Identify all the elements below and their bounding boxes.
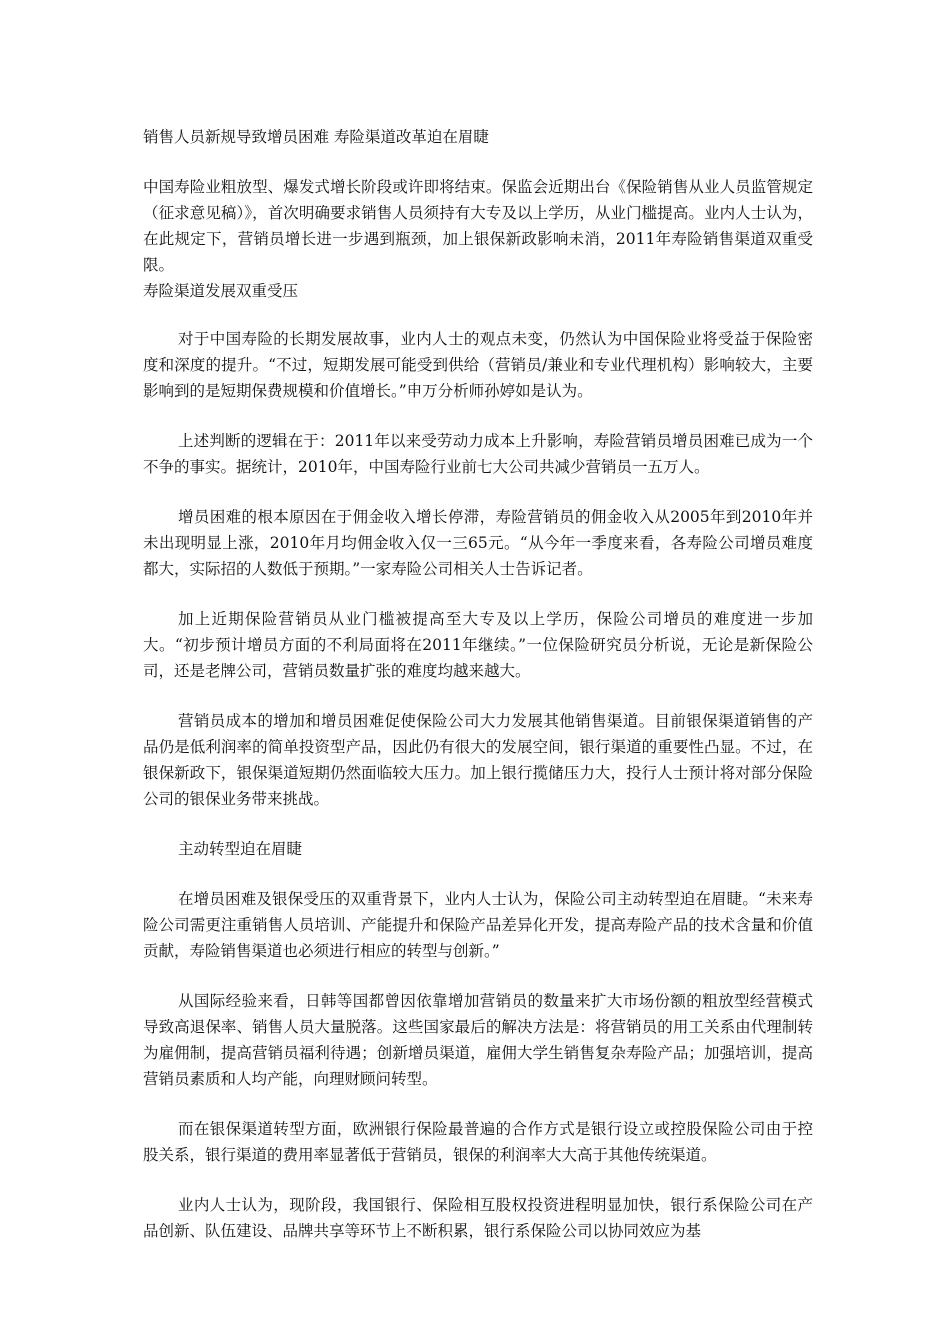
document-title: 销售人员新规导致增员困难 寿险渠道改革迫在眉睫: [143, 128, 489, 146]
paragraph-1: 对于中国寿险的长期发展故事，业内人士的观点未变，仍然认为中国保险业将受益于保险密度和深度的提升。“不过，短期发展可能受到供给（营销员/兼业和专业代理机构）影响较大，主要影响到的是短期保费规模和价值增长。”申万分析师孙婷如是认为。: [143, 330, 813, 400]
document-page: [143, 124, 813, 1268]
section-heading-transformation: 主动转型迫在眉睫: [178, 840, 303, 858]
section-heading-dual-pressure: 寿险渠道发展双重受压: [143, 282, 299, 300]
paragraph-7: 从国际经验来看，日韩等国都曾因依靠增加营销员的数量来扩大市场份额的粗放型经营模式导致高退保率、销售人员大量脱落。这些国家最后的解决方法是：将营销员的用工关系由代理制转为雇佣制，提高营销员福利待遇；创新增员渠道，雇佣大学生销售复杂寿险产品；加强培训，提高营销员素质和人均产能，向理财顾问转型。: [143, 992, 813, 1088]
paragraph-3: 增员困难的根本原因在于佣金收入增长停滞，寿险营销员的佣金收入从2005年到2010年并未出现明显上涨，2010年月均佣金收入仅一三65元。“从今年一季度来看，各寿险公司增员难度都大，实际招的人数低于预期。”一家寿险公司相关人士告诉记者。: [143, 508, 813, 578]
paragraph-5: 营销员成本的增加和增员困难促使保险公司大力发展其他销售渠道。目前银保渠道销售的产品仍是低利润率的简单投资型产品，因此仍有很大的发展空间，银行渠道的重要性凸显。不过，在银保新政下，银保渠道短期仍然面临较大压力。加上银行揽储压力大，投行人士预计将对部分保险公司的银保业务带来挑战。: [143, 712, 813, 808]
paragraph-8: 而在银保渠道转型方面，欧洲银行保险最普遍的合作方式是银行设立或控股保险公司由于控股关系，银行渠道的费用率显著低于营销员，银保的利润率大大高于其他传统渠道。: [143, 1120, 813, 1164]
paragraph-4: 加上近期保险营销员从业门槛被提高至大专及以上学历，保险公司增员的难度进一步加大。“初步预计增员方面的不利局面将在2011年继续。”一位保险研究员分析说，无论是新保险公司，还是老牌公司，营销员数量扩张的难度均越来越大。: [143, 610, 813, 680]
paragraph-9: 业内人士认为，现阶段，我国银行、保险相互股权投资进程明显加快，银行系保险公司在产品创新、队伍建设、品牌共享等环节上不断积累，银行系保险公司以协同效应为基: [143, 1196, 813, 1240]
paragraph-6: 在增员困难及银保受压的双重背景下，业内人士认为，保险公司主动转型迫在眉睫。“未来寿险公司需更注重销售人员培训、产能提升和保险产品差异化开发，提高寿险产品的技术含量和价值贡献，寿险销售渠道也必须进行相应的转型与创新。”: [143, 890, 813, 960]
paragraph-2: 上述判断的逻辑在于：2011年以来受劳动力成本上升影响，寿险营销员增员困难已成为一个不争的事实。据统计，2010年，中国寿险行业前七大公司共减少营销员一五万人。: [143, 432, 813, 476]
lead-paragraph: 中国寿险业粗放型、爆发式增长阶段或许即将结束。保监会近期出台《保险销售从业人员监管规定（征求意见稿）》，首次明确要求销售人员须持有大专及以上学历，从业门槛提高。业内人士认为，在此规定下，营销员增长进一步遇到瓶颈，加上银保新政影响未消，2011年寿险销售渠道双重受限。: [143, 178, 813, 274]
